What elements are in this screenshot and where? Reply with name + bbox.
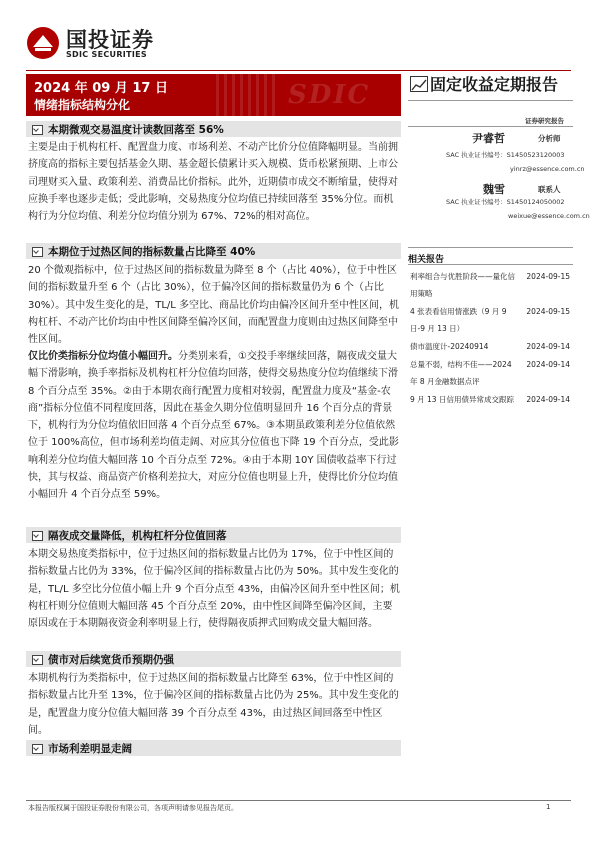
page-number: 1 [546,803,551,811]
right-rule [408,100,573,101]
paragraph: 本期机构行为类指标中，位于过热区间的指标数量占比降至 63%，位于中性区间的指标数量占比升至 13%，位于偏冷区间的指标数量占比仍为 25%。其中发生变化的是，配置盘力度分位值大幅回落 39 个百分点至 43%，由过热区间回落至中性区间。 [28,673,399,736]
related-item-title: 总量不弱，结构不佳——2024 年 8 月金融数据点评 [410,360,512,386]
contact-role: 联系人 [538,185,561,194]
related-item[interactable] [410,338,570,355]
paragraph: 本期交易热度类指标中，位于过热区间的指标数量占比仍为 17%，位于中性区间的指标数量占比仍为 33%，位于偏冷区间的指标数量占比仍为 50%。其中发生变化的是，TL/L 多空比分位值小幅上升 9 个百分点至 43%，由偏冷区间升至中性区间；机构杠杆则分位值则大幅回落 45 个百分点至 20%，由中性区间降至偏冷区间，主要原因或在于本期隔夜资金利率明显上行，使得隔夜质押式回购成交量大幅回落。 [28,549,400,630]
brand-name-en: SDIC SECURITIES [66,50,147,59]
section-heading [26,243,401,259]
related-item-date: 2024-09-14 [526,360,570,369]
checkbox-icon [32,247,43,257]
dept-label: 证券研究报告 [525,117,564,125]
related-rule [408,264,573,265]
analyst-block [408,130,590,240]
brand-mark-icon [26,26,60,60]
paragraph: 主要是由于机构杠杆、配置盘力度、市场利差、不动产比价分位值降幅明显。当前拥挤度高的指标主要包括基金久期、基金超长债累计买入规模、货币松紧预期、上市公司理财买入量、政策利差、消费品比价指标。此外，近期债市成交不断缩量，使得对应换手率也逐步走低；受此影响，交易热度分位均值已持续回落至 35%分位。而机构行为分位均值、利差分位均值分别为 67%、72%的相对高位。 [28,142,398,223]
section-title: 本期位于过热区间的指标数量占比降至 40% [48,246,256,258]
analyst-email[interactable]: yinrz@essence.com.cn [510,165,585,173]
contact-email[interactable]: weixue@essence.com.cn [508,212,590,220]
related-item-title: 债市温度计-20240914 [410,342,489,351]
section-heading [26,740,401,756]
section-body [28,139,400,225]
banner-decoration [216,74,276,116]
section-title: 市场利差明显走阔 [48,743,132,755]
section-body [28,348,400,504]
related-item-title: 4 张表看信用情涨跌（9 月 9 日-9 月 13 日） [410,307,507,333]
report-banner [26,74,401,116]
section-body [28,546,400,632]
section-title: 债市对后续宽货币预期仍强 [48,654,174,666]
checkbox-icon [32,125,43,135]
report-type: 固定收益定期报告 [430,75,559,94]
paragraph-text: 分类别来看，①交投手率继续回落，隔夜成交量大幅下滑影响，换手率指标及机构杠杆分位值均回落，使得交易热度分位均值继续下滑 8 个百分点至 35%。②由于本期农商行配置力度相对较弱，配置盘力度及“基金-农商”指标分位值不同程度回落，因此在基金久期分位值明显回升 16 个百分点的背景下，机构行为分位均值依旧回落 4 个百分点至 67%。③本期虽政策利差分位值依然位于 100%高位，但市场利差均值走阔、对应其分位值也下降 19 个百分点，受此影响利差分位均值大幅回落 10 个百分点至 72%。④由于本期 10Y 国债收益率下行过快，其与权益、商品资产价格利差拉大，对应分位值也明显上升，使得比价分位均值小幅回升 4 个百分点至 59%。 [28,351,399,501]
related-item-date: 2024-09-14 [526,395,570,404]
section-heading [26,527,401,543]
footer-disclaimer: 本报告版权属于国投证券股份有限公司，各项声明请参见报告尾页。 [28,804,238,812]
report-type-header [408,72,573,96]
report-date: 2024 年 09 月 17 日 [34,81,168,96]
section-heading [26,651,401,667]
chart-icon [410,76,428,92]
footer-rule [26,800,571,801]
related-item[interactable] [410,303,570,337]
section-title: 本期微观交易温度计读数回落至 56% [48,124,224,136]
contact-license: SAC 执业证书编号：S1450124050002 [446,198,565,206]
brand-name-cn: 国投证券 [66,28,154,52]
related-item-title: 9 月 13 日信用债异常成交跟踪 [410,395,514,404]
checkbox-icon [32,655,43,665]
related-item-date: 2024-09-15 [526,272,570,281]
related-rule [408,247,573,248]
analyst-role: 分析师 [538,134,561,143]
section-body [28,670,400,739]
related-item-date: 2024-09-15 [526,307,570,316]
related-heading: 相关报告 [408,255,445,265]
section-body [28,262,400,348]
checkbox-icon [32,744,43,754]
banner-watermark: SDIC [288,80,371,110]
paragraph: 20 个微观指标中，位于过热区间的指标数量为降至 8 个（占比 40%），位于中性区间的指标数量升至 6 个（占比 30%），位于偏冷区间的指标数量仍为 6 个（占比 30%）。其中发生变化的是，TL/L 多空比、商品比价均由偏冷区间升至中性区间，机构杠杆、不动产比价均由中性区间降至偏冷区间，而配置盘力度则由过热区间降至中性区间。 [28,265,400,346]
paragraph [28,348,400,504]
checkbox-icon [32,531,43,541]
paragraph-lead: 仅比价类指标分位均值小幅回升。 [28,351,178,362]
related-item-title: 利率组合与优胜阶段——量化信用策略 [410,272,515,298]
analyst-license: SAC 执业证书编号：S1450523120003 [446,151,565,159]
section-heading [26,121,401,137]
report-title: 情绪指标结构分化 [34,98,131,112]
section-title: 隔夜成交量降低，机构杠杆分位值回落 [48,530,227,542]
related-item[interactable] [410,356,570,390]
right-rule [408,126,573,127]
related-item-date: 2024-09-14 [526,342,570,351]
analyst-name: 尹睿哲 [472,132,505,145]
related-item[interactable] [410,391,570,425]
related-item[interactable] [410,268,570,302]
contact-name: 魏雪 [483,183,505,196]
header-rule [26,70,571,71]
brand-logo [26,24,196,64]
